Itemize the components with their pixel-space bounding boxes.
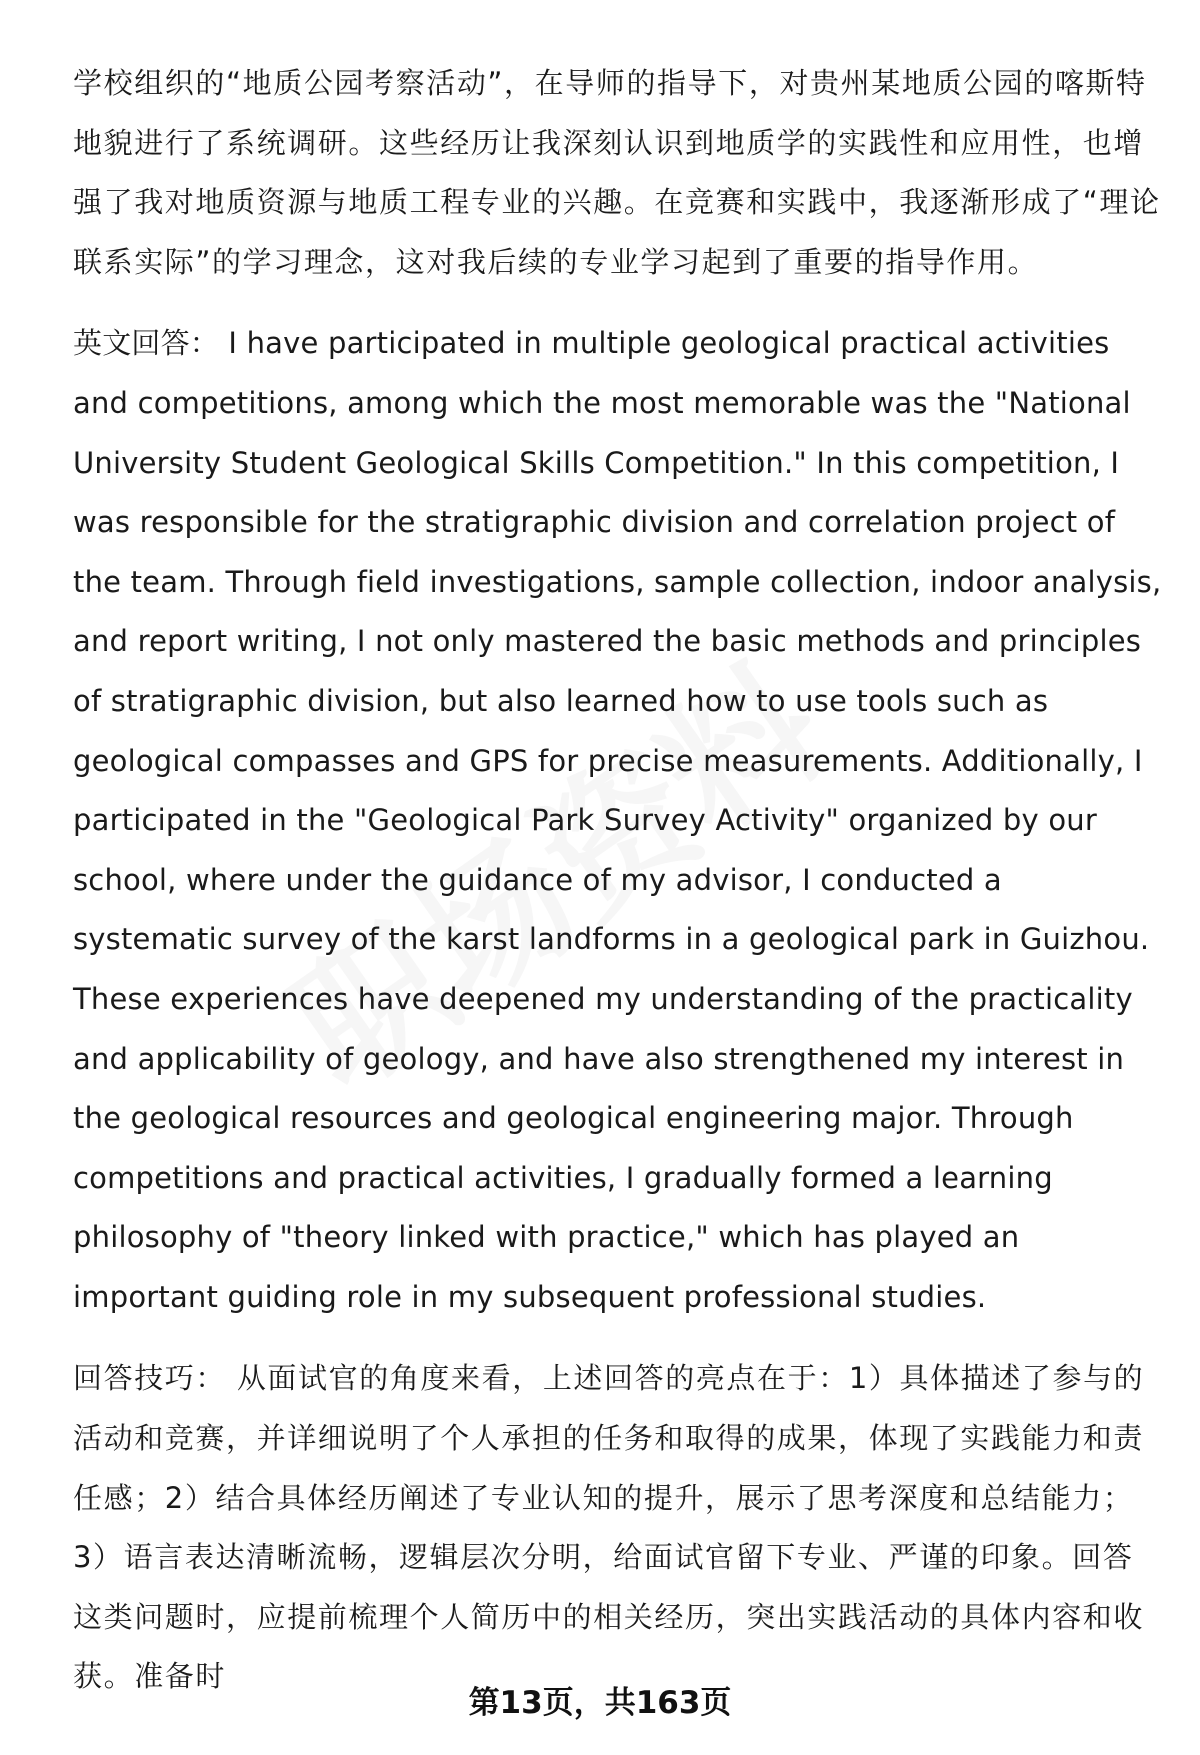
english-answer-label: 英文回答： [73, 326, 220, 361]
document-body [73, 54, 1163, 1707]
paragraph-text: I have participated in multiple geological practical activities and competitions, among which the most memorable was the "National University Student Geological Skills Competition." In this competition, I was responsible for the stratigraphic division and correlation project of the team. Through field investigations, sample collection, indoor analysis, and report writing, I not only mastered the basic methods and principles of stratigraphic division, but also learned how to use tools such as geological compasses and GPS for precise measurements. Additionally, I participated in the "Geological Park Survey Activity" organized by our school, where under the guidance of my advisor, I conducted a systematic survey of the karst landforms in a geological park in Guizhou. These experiences have deepened my understanding of the practicality and applicability of geology, and have also strengthened my interest in the geological resources and geological engineering major. Through competitions and practical activities, I gradually formed a learning philosophy of "theory linked with practice," which has played an important guiding role in my subsequent professional studies. [73, 326, 1162, 1314]
paragraph-text: 学校组织的“地质公园考察活动”，在导师的指导下，对贵州某地质公园的喀斯特地貌进行了系统调研。这些经历让我深刻认识到地质学的实践性和应用性，也增强了我对地质资源与地质工程专业的兴趣。在竞赛和实践中，我逐渐形成了“理论联系实际”的学习理念，这对我后续的专业学习起到了重要的指导作用。 [73, 66, 1161, 279]
page-number-footer: 第13页，共163页 [468, 1685, 732, 1721]
answer-tips-label: 回答技巧： [73, 1361, 227, 1396]
paragraph-answer-tips [73, 1349, 1163, 1707]
paragraph-english-answer [73, 314, 1163, 1327]
paragraph-chinese-answer-continuation [73, 54, 1163, 292]
paragraph-text: 从面试官的角度来看，上述回答的亮点在于：1）具体描述了参与的活动和竞赛，并详细说明了个人承担的任务和取得的成果，体现了实践能力和责任感；2）结合具体经历阐述了专业认知的提升，展示了思考深度和总结能力；3）语言表达清晰流畅，逻辑层次分明，给面试官留下专业、严谨的印象。回答这类问题时，应提前梳理个人简历中的相关经历，突出实践活动的具体内容和收获。准备时 [73, 1361, 1145, 1694]
